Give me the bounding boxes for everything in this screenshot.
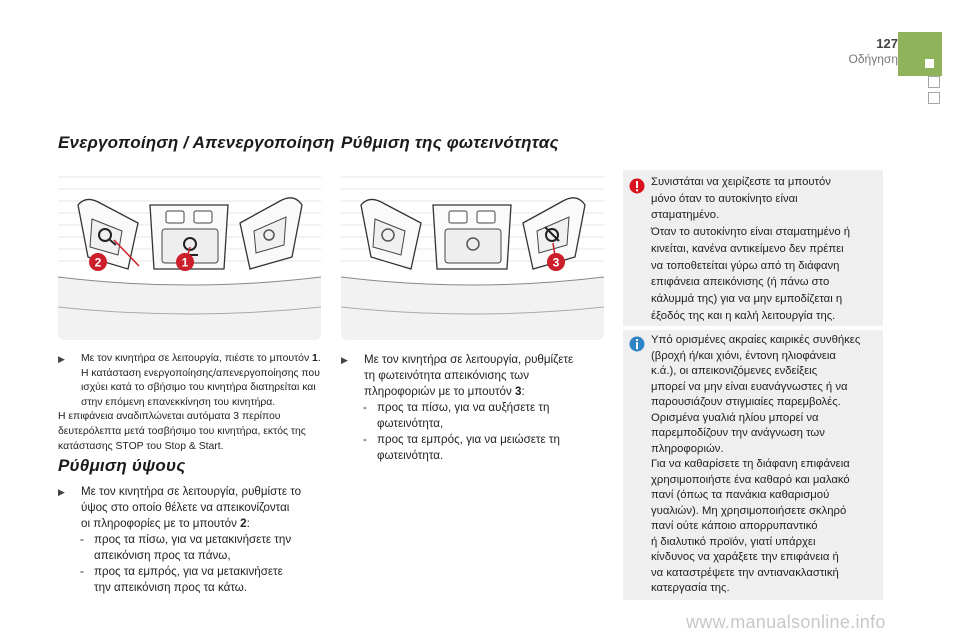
callout-3: 3 bbox=[552, 255, 560, 270]
dashboard-buttons-illustration-right bbox=[341, 165, 604, 340]
brightness-text: ▶ Με τον κινητήρα σε λειτουργία, ρυθμίζετε τη φωτεινότητα απεικόνισης των πληροφοριών με το μπουτόν 3: - προς τα πίσω, για να αυξήσετε τη φωτεινότητα, - προς τα εμπρός, για να μειώσετε τη φωτεινότητα. bbox=[341, 353, 574, 462]
page-number: 127 bbox=[876, 36, 898, 51]
callout-1: 1 bbox=[181, 255, 189, 270]
height-heading: Ρύθμιση ύψους bbox=[58, 456, 186, 475]
activation-note-line: Η επιφάνεια αναδιπλώνεται αυτόματα 3 περίπου bbox=[58, 411, 281, 423]
activation-bullet-line: στην επόμενη επανεκκίνηση του κινητήρα. bbox=[81, 396, 276, 408]
chapter-marker-icon bbox=[925, 59, 934, 68]
warning-icon bbox=[629, 178, 645, 194]
activation-heading: Ενεργοποίηση / Απενεργοποίηση bbox=[58, 133, 335, 152]
chapter-tab bbox=[898, 32, 942, 76]
activation-bullet: ▶ Με τον κινητήρα σε λειτουργία, πιέστε το μπουτόν 1. bbox=[58, 352, 323, 367]
section-title: Οδήγηση bbox=[848, 52, 898, 66]
height-text: ▶ Με τον κινητήρα σε λειτουργία, ρυθμίστε το ύψος στο οποίο θέλετε να απεικονίζονται οι πληροφορίες με το μπουτόν 2: - προς τα πίσω, για να μετακινήσετε την απεικόνιση προς τα πάνω, - προς τα εμπρός, για να μετακινήσετε την απεικόνιση προς τα κάτω. bbox=[58, 485, 302, 594]
warning-box: Συνιστάται να χειρίζεστε τα μπουτόν μόνο όταν το αυτοκίνητο είναι σταματημένο. Όταν το αυτοκίνητο είναι σταματημένο ή κινείται, κανένα αντικείμενο δεν πρέπει να τοποθετείται γύρω από τη διάφανη επιφάνεια απεικόνισης (ή πάνω στο κάλυμμά της) για να μην εμποδίζεται η έξοδός της και η καλή λειτουργία της. bbox=[623, 170, 883, 326]
callout-2: 2 bbox=[94, 255, 102, 270]
activation-bullet-line: ισχύει κατά το σβήσιμο του κινητήρα διατηρείται και bbox=[81, 382, 316, 394]
activation-note-line: κατάστασης STOP του Stop & Start. bbox=[58, 440, 224, 452]
brightness-heading: Ρύθμιση της φωτεινότητας bbox=[341, 133, 559, 152]
arrow-bullet-icon: ▶ bbox=[58, 487, 65, 497]
info-box: Υπό ορισμένες ακραίες καιρικές συνθήκες (βροχή ή/και χιόνι, έντονη ηλιοφάνεια κ.ά.), οι απεικονιζόμενες ενδείξεις μπορεί να μην είναι ευανάγνωστες ή να παρουσιάζουν στιγμιαίες παρεμβολές. Ορισμένα γυαλιά ηλίου μπορεί να παρεμποδίζουν την ανάγνωση των πληροφοριών. Για να καθαρίσετε τη διάφανη επιφάνεια χρησιμοποιήστε ένα καθαρό και μαλακό πανί (όπως τα πανάκια καθαρισμού γυαλιών). Μη χρησιμοποιήσετε σκληρό πανί ούτε κάποιο απορρυπαντικό ή διαλυτικό προϊόν, γιατί υπάρχει κίνδυνος να χαράξετε την επιφάνεια ή να καταστρέψετε την αντιανακλαστική κατεργασία της. bbox=[623, 330, 883, 600]
dashboard-buttons-illustration-left bbox=[58, 165, 321, 340]
button-panel-drawing bbox=[58, 165, 321, 340]
chapter-marker-icon bbox=[928, 76, 940, 88]
arrow-bullet-icon: ▶ bbox=[58, 354, 65, 364]
button-panel-drawing bbox=[341, 165, 604, 340]
info-icon bbox=[629, 336, 645, 352]
chapter-marker-icon bbox=[928, 92, 940, 104]
watermark: www.manualsonline.info bbox=[686, 612, 886, 632]
activation-bullet-line: Η κατάσταση ενεργοποίησης/απενεργοποίησης που bbox=[81, 367, 320, 379]
activation-text bbox=[58, 352, 323, 454]
arrow-bullet-icon: ▶ bbox=[341, 355, 348, 365]
activation-note-line: δευτερόλεπτα μετά τοσβήσιμο του κινητήρα, εκτός της bbox=[58, 425, 306, 437]
